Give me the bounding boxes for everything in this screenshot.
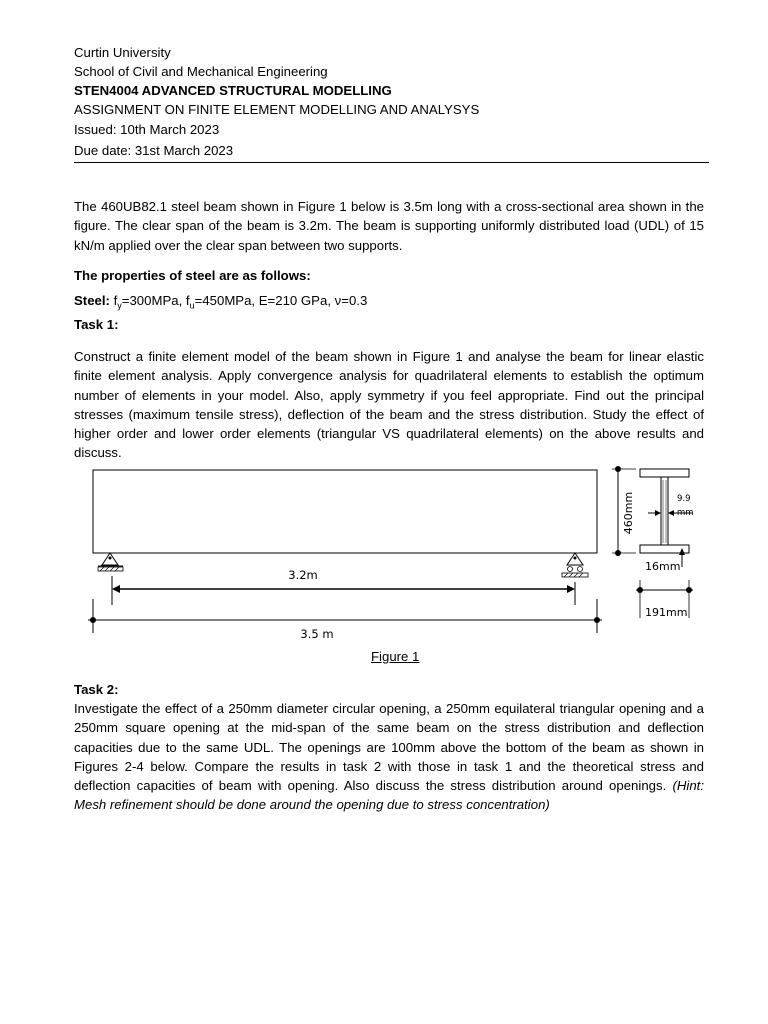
task1-paragraph: Construct a finite element model of the beam shown in Figure 1 and analyse the beam for linear elastic finite element analysis. Apply convergence analysis for quadrilateral elements to establish the optimum number of elements in your model. Also, apply symmetry if you feel appropriate. Find out the principal stresses (maximum tensile stress), deflection of the beam and the stress distribution. Study the effect of higher order and lower order elements (triangular VS quadrilateral elements) on the above results and discuss.	[74, 349, 704, 461]
flange-thickness-label: 16mm	[645, 560, 681, 573]
clear-span-label: 3.2m	[288, 568, 318, 582]
fy-value: $f_y=300MPa$,	[113, 293, 183, 311]
task2-hint: (Hint: Mesh refinement should be done around the opening due to stress concentration)	[74, 778, 705, 813]
steel-label: Steel:	[74, 293, 110, 308]
beam-elevation	[93, 470, 597, 553]
clear-span-dimension	[112, 568, 575, 605]
school-name: School of Civil and Mechanical Engineering	[74, 64, 328, 79]
assignment-title: ASSIGNMENT ON FINITE ELEMENT MODELLING AND ANALYSYS	[74, 102, 480, 117]
figure-caption: Figure 1	[371, 649, 420, 664]
total-length-dimension	[88, 599, 602, 641]
header-divider	[74, 162, 709, 163]
intro-paragraph: The 460UB82.1 steel beam shown in Figure 1 below is 3.5m long with a cross-sectional area shown in the figure. The clear span of the beam is 3.2m. The beam is supporting uniformly distributed load (UDL) of 15 kN/m applied over the clear span between two supports.	[74, 199, 704, 253]
nu-value: ν=0.3	[334, 293, 368, 308]
task2-heading: Task 2:	[74, 682, 119, 697]
right-support-icon	[562, 553, 588, 577]
task2-text: Investigate the effect of a 250mm diameter circular opening, a 250mm equilateral triangular opening and a 250mm square opening at the mid-span of the same beam on the stress distribution and deflection capacities due to the same UDL. The openings are 100mm above the bottom of the beam as shown in Figures 2-4 below. Compare the results in task 2 with those in task 1 and the theoretical stress and deflection capacities of beam with opening. Also discuss the stress distribution around openings.	[74, 701, 704, 794]
web-thickness-top: 9.9	[677, 494, 691, 504]
task2-paragraph	[74, 699, 704, 815]
figure-1-diagram	[0, 455, 768, 650]
depth-dimension	[612, 466, 636, 556]
steel-properties	[74, 291, 367, 316]
depth-label: 460mm	[622, 491, 635, 535]
left-support-icon	[98, 553, 123, 571]
total-length-label: 3.5 m	[300, 627, 334, 641]
web-thickness-dimension	[648, 494, 694, 518]
task1-heading: Task 1:	[74, 317, 119, 332]
flange-width-dimension	[636, 580, 693, 619]
e-value: E=210 GPa,	[258, 293, 331, 308]
web-thickness-bottom: mm	[677, 508, 694, 518]
due-date: Due date: 31st March 2023	[74, 143, 234, 158]
flange-width-label: 191mm	[645, 606, 688, 619]
university-name: Curtin University	[74, 45, 171, 60]
issued-date: Issued: 10th March 2023	[74, 122, 220, 137]
fu-value: $f_u=450MPa$,	[185, 293, 256, 311]
unit-title: STEN4004 ADVANCED STRUCTURAL MODELLING	[74, 83, 392, 98]
properties-heading: The properties of steel are as follows:	[74, 268, 311, 283]
